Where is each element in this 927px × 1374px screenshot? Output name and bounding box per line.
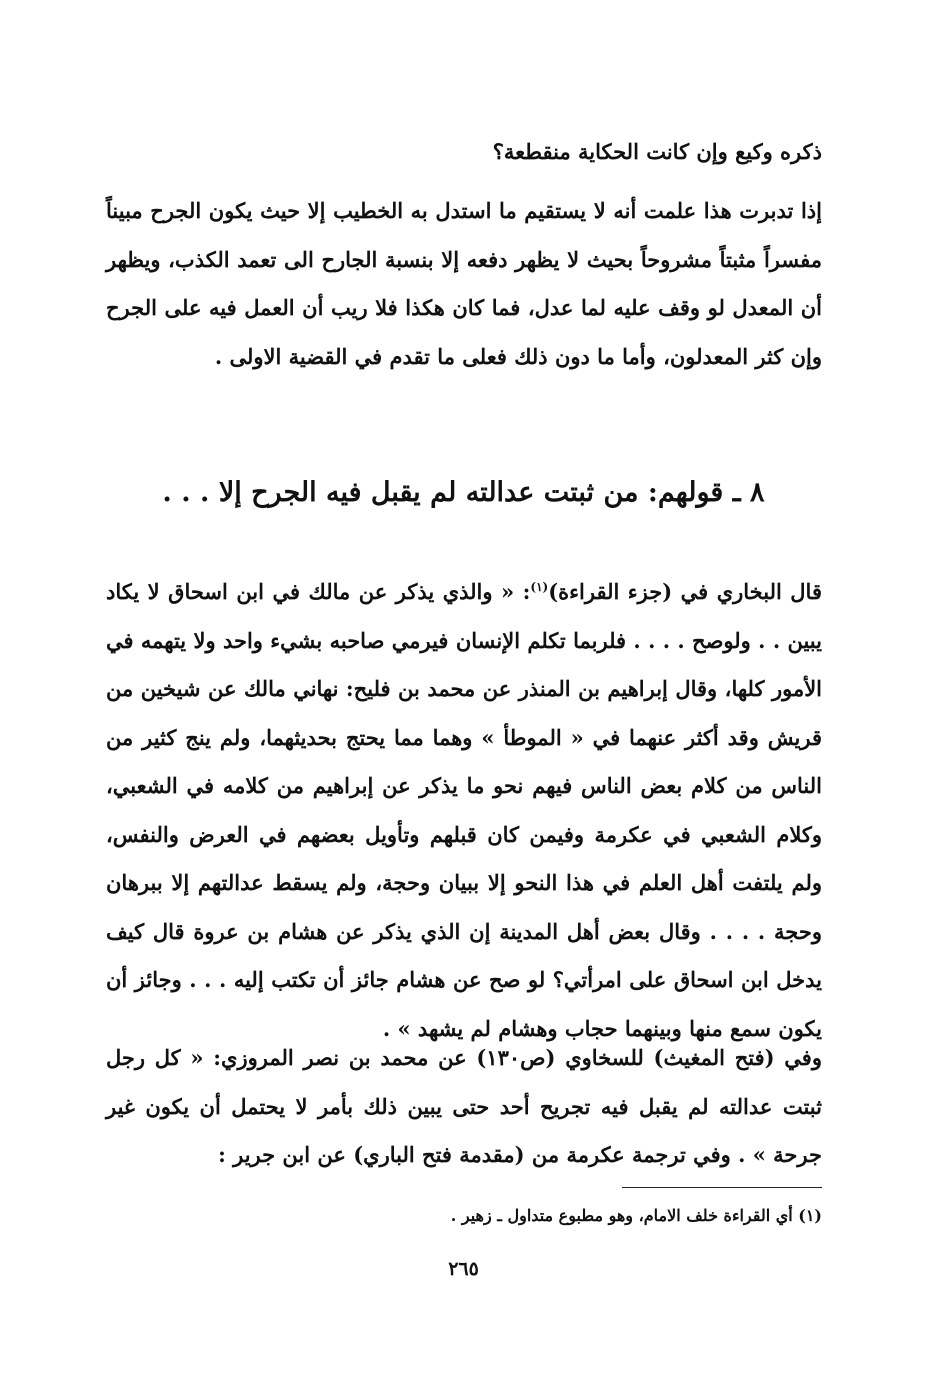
quote-body: : « والذي يذكر عن مالك في ابن اسحاق لا يكاد يبين . . ولوصح . . . . فلربما تكلم الإنسان فيرمي صاحبه بشيء واحد ولا يتهمه في الأمور كلها، وقال إبراهيم بن المنذر عن محمد بن فليح: نهاني مالك عن شيخين من قريش وقد أكثر عنهما في « الموطأ » وهما مما يحتج بحديثهما، ولم ينج كثير من الناس من كلام بعض الناس فيهم نحو ما يذكر عن إبراهيم من كلامه في الشعبي، وكلام الشعبي في عكرمة وفيمن كان قبلهم وتأويل بعضهم في العرض والنفس، ولم يلتفت أهل العلم في هذا النحو إلا ببيان وحجة، ولم يسقط عدالتهم إلا ببرهان وحجة . . . . وقال بعض أهل المدينة إن الذي يذكر عن هشام بن عروة قال كيف يدخل ابن اسحاق على امرأتي؟ لو صح عن هشام جائز أن تكتب إليه . . . وجائز أن يكون سمع منها وبينهما حجاب وهشام لم يشهد » . [106,579,822,1041]
paragraph-continuation: ذكره وكيع وإن كانت الحكاية منقطعة؟ [492,139,822,164]
footnote-divider [622,1187,822,1188]
footnote-text: (١) أي القراءة خلف الامام، وهو مطبوع متداول ـ زهير . [450,1206,822,1225]
section-heading: ٨ ـ قولهم: من ثبتت عدالته لم يقبل فيه الجرح إلا . . . [162,477,765,508]
page-number: ٢٦٥ [448,1258,479,1280]
paragraph-sakhawi-quote: وفي (فتح المغيث) للسخاوي (ص١٣٠) عن محمد بن نصر المروزي: « كل رجل ثبتت عدالته لم يقبل فيه تجريح أحد حتى يبين ذلك بأمر لا يحتمل أن يكون غير جرحة » . وفي ترجمة عكرمة من (مقدمة فتح الباري) عن ابن جرير : [106,1045,822,1167]
paragraph-commentary: إذا تدبرت هذا علمت أنه لا يستقيم ما استدل به الخطيب إلا حيث يكون الجرح مبيناً مفسراً مثبتاً مشروحاً بحيث لا يظهر دفعه إلا بنسبة الجارح الى تعمد الكذب، ويظهر أن المعدل لو وقف عليه لما عدل، فما كان هكذا فلا ريب أن العمل فيه على الجرح وإن كثر المعدلون، وأما ما دون ذلك فعلى ما تقدم في القضية الاولى . [106,198,822,369]
footnote-marker[interactable]: (١) [530,580,549,594]
quote-intro: قال البخاري في (جزء القراءة) [548,579,822,604]
paragraph-bukhari-quote [106,568,822,1053]
